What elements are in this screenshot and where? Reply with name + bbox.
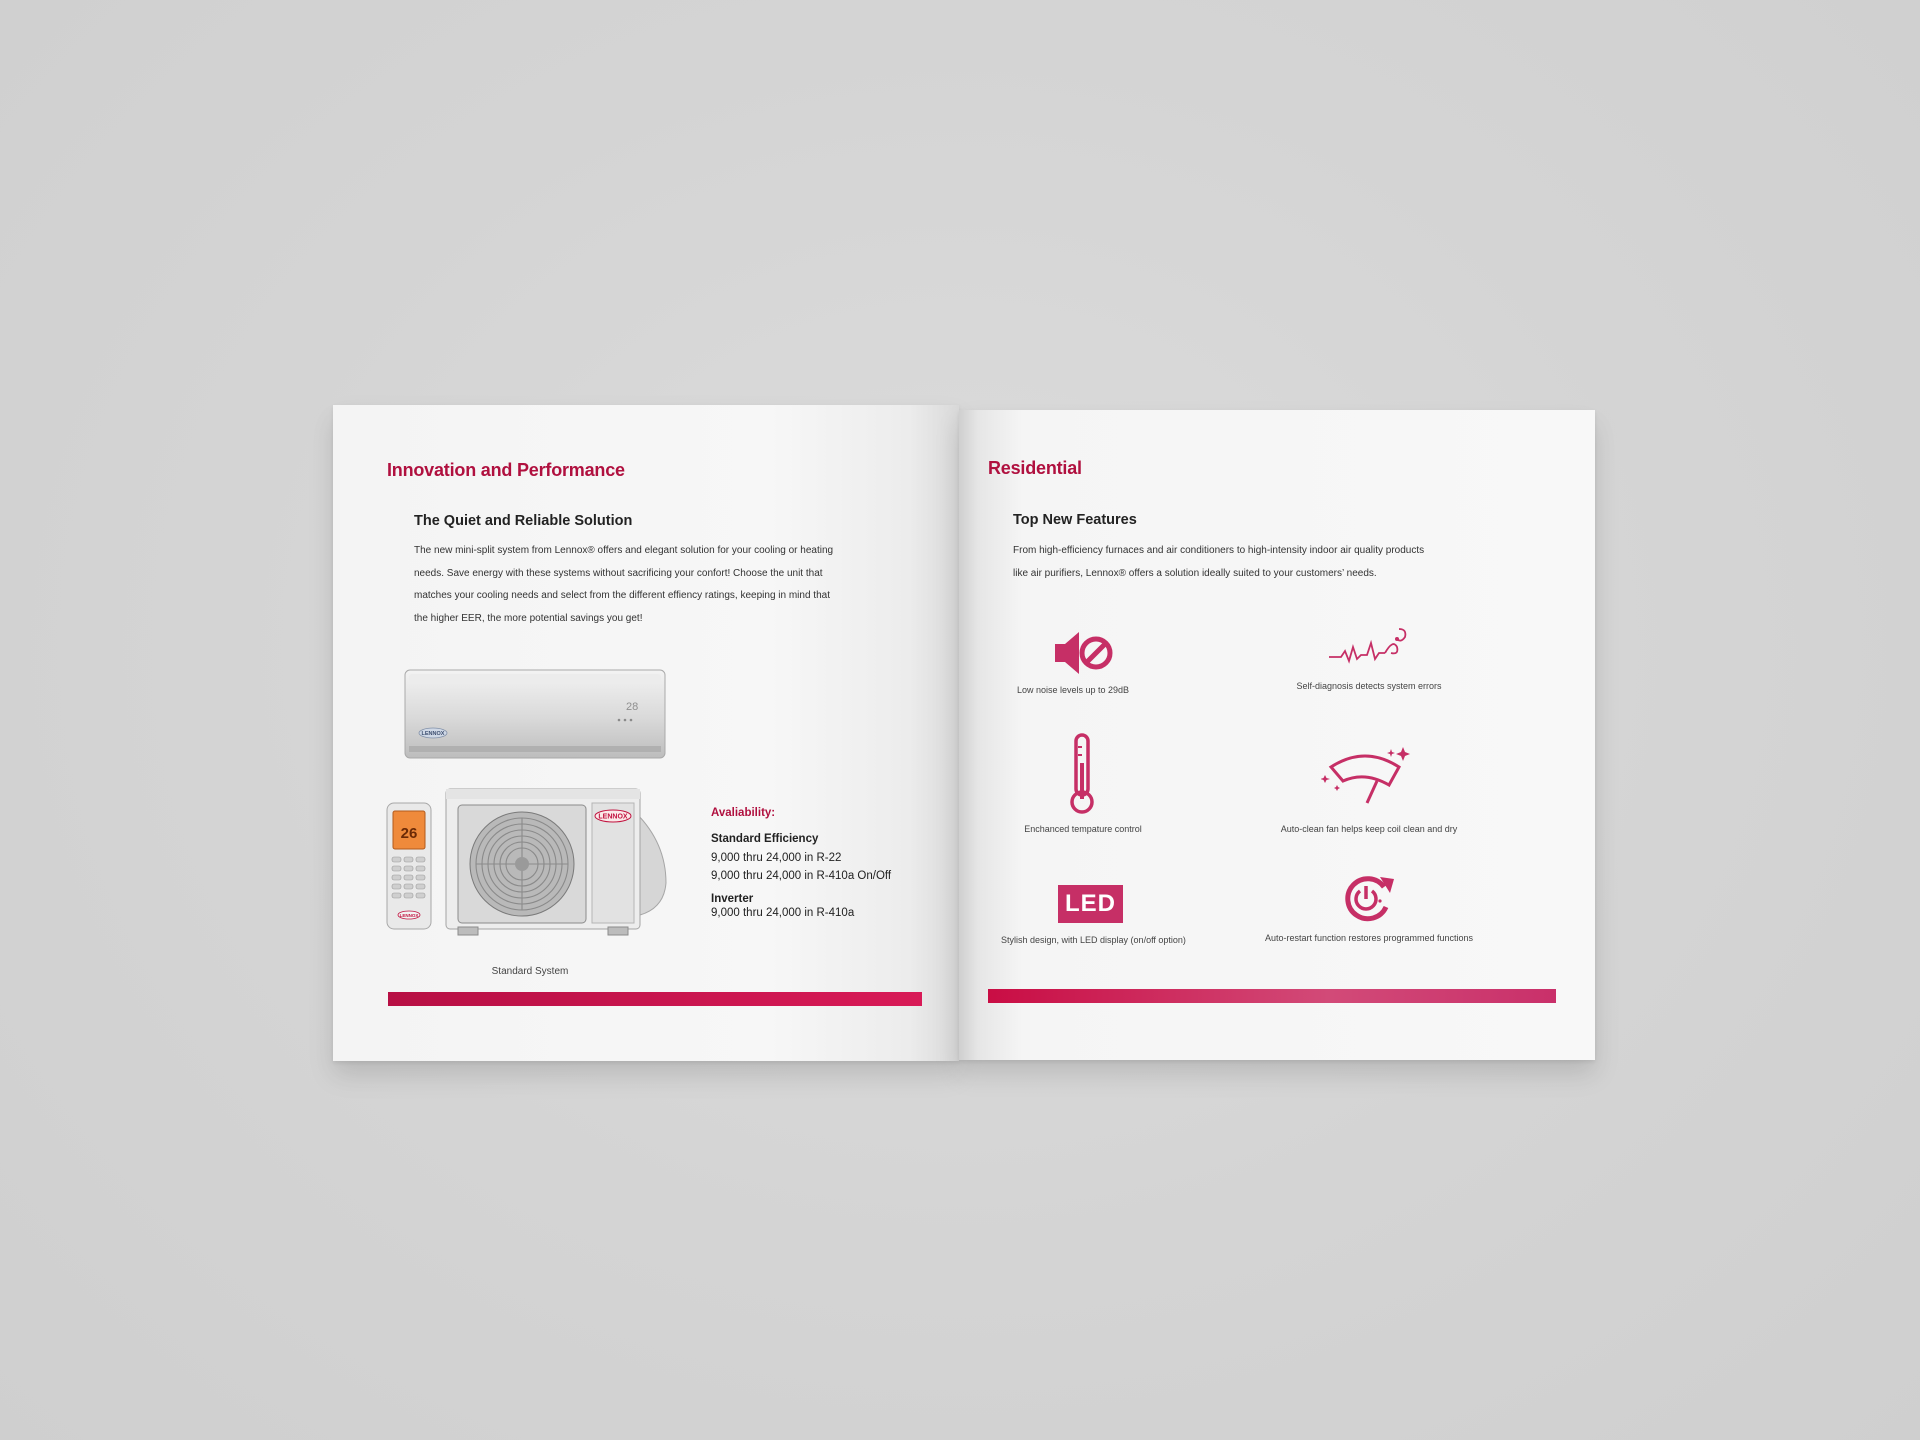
body-line: the higher EER, the more potential savings you get! [414,612,643,624]
outdoor-unit-image [444,783,668,939]
right-page-title: Residential [988,458,1082,478]
remote-brand: LENNOX [399,913,419,918]
availability-line: 9,000 thru 24,000 in R-22 [711,852,842,864]
sparkle-clean-icon [1321,745,1411,805]
led-icon: LED [1058,885,1123,923]
indoor-unit-display: 28 [626,701,639,713]
availability-heading: Avaliability: [711,807,776,819]
availability-group-name: Inverter [711,893,754,905]
availability-line: 9,000 thru 24,000 in R-410a [711,907,855,919]
feature-label: Self-diagnosis detects system errors [1296,681,1442,691]
left-page [333,405,959,1061]
speaker-mute-icon [1051,628,1115,678]
remote-display: 26 [400,825,418,842]
availability-line: 9,000 thru 24,000 in R-410a On/Off [711,870,892,882]
left-footer-bar [388,992,922,1006]
right-page [959,410,1595,1060]
left-page-body [414,540,884,630]
right-footer-bar [988,989,1556,1003]
left-page-title: Innovation and Performance [387,460,625,480]
body-line: matches your cooling needs and select from the different effiency ratings, keeping in mind that [414,590,830,601]
body-line: The new mini-split system from Lennox® offers and elegant solution for your cooling or heating [414,545,834,556]
body-line: like air purifiers, Lennox® offers a solution ideally suited to your customers’ needs. [1013,567,1377,579]
feature-label: Enchanced tempature control [1024,824,1142,834]
right-page-body [1013,540,1533,585]
diagnosis-pulse-icon [1327,625,1411,667]
indoor-unit-brand: LENNOX [421,731,445,737]
indoor-unit-image [403,666,667,761]
remote-control-image [386,802,432,930]
power-restart-icon [1340,873,1398,925]
feature-label: Low noise levels up to 29dB [1016,685,1130,695]
left-page-subtitle: The Quiet and Reliable Solution [414,513,633,529]
body-line: needs. Save energy with these systems without sacrificing your confort! Choose the unit that [414,567,823,579]
feature-label: Stylish design, with LED display (on/off option) [1001,935,1186,945]
thermometer-icon [1069,733,1095,815]
outdoor-unit-brand: LENNOX [598,813,628,821]
body-line: From high-efficiency furnaces and air conditioners to high-intensity indoor air quality products [1013,545,1425,556]
availability-block [711,807,951,921]
image-caption: Standard System [491,966,569,977]
right-page-subtitle: Top New Features [1013,512,1137,528]
feature-label: Auto-restart function restores programmed functions [1264,933,1474,943]
feature-label: Auto-clean fan helps keep coil clean and dry [1280,824,1458,834]
availability-group-name: Standard Efficiency [711,833,819,845]
